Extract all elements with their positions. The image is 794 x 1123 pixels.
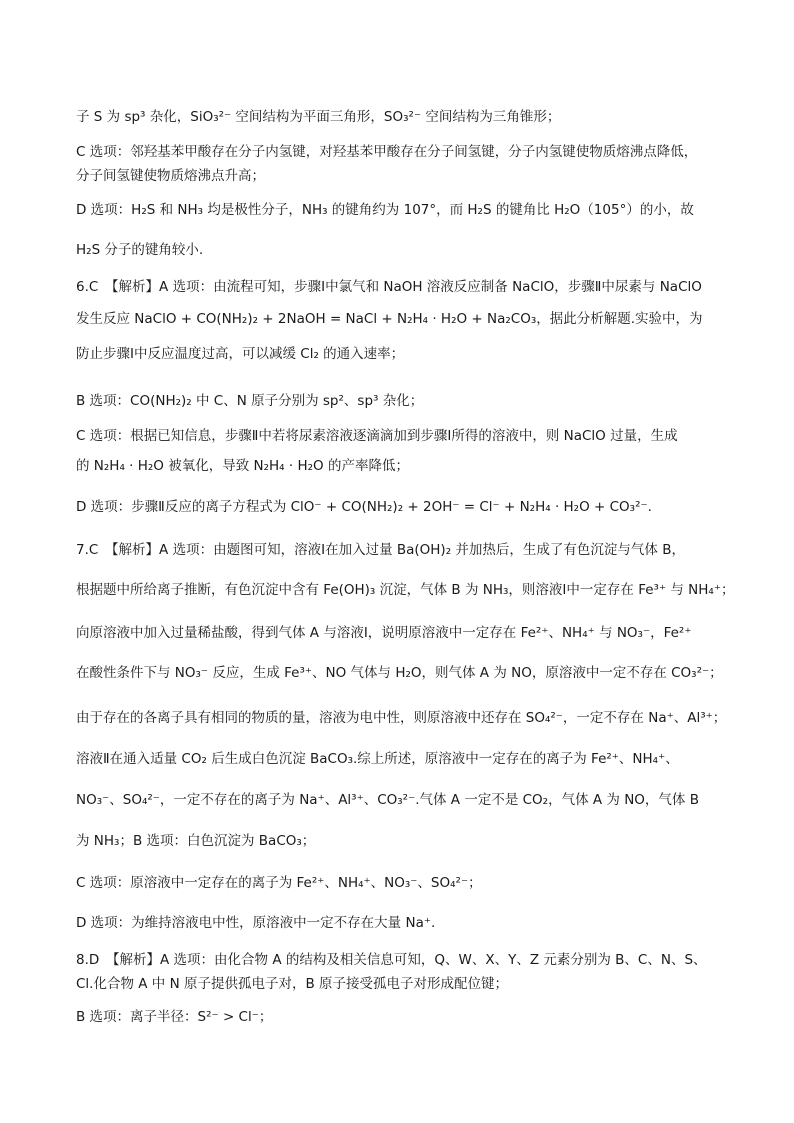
text-line: C 选项：邻羟基苯甲酸存在分子内氢键，对羟基苯甲酸存在分子间氢键，分子内氢键使物质熔沸点降低， [76,144,698,160]
text-line: 为 NH₃；B 选项：白色沉淀为 BaCO₃； [76,833,316,849]
text-line: D 选项：为维持溶液电中性，原溶液中一定不存在大量 Na⁺. [76,915,436,931]
text-line: 子 S 为 sp³ 杂化，SiO₃²⁻ 空间结构为平面三角形，SO₃²⁻ 空间结构为三角锥形； [76,109,561,125]
text-line: D 选项：H₂S 和 NH₃ 均是极性分子，NH₃ 的键角约为 107°，而 H₂S 的键角比 H₂O（105°）的小，故 [76,202,694,218]
text-line: 溶液Ⅱ在通入适量 CO₂ 后生成白色沉淀 BaCO₃.综上所述，原溶液中一定存在的离子为 Fe²⁺、NH₄⁺、 [76,751,679,767]
text-line: 7.C 【解析】A 选项：由题图可知，溶液Ⅰ在加入过量 Ba(OH)₂ 并加热后，生成了有色沉淀与气体 B， [76,542,685,558]
text-line: C 选项：根据已知信息，步骤Ⅱ中若将尿素溶液逐滴滴加到步骤Ⅰ所得的溶液中，则 NaClO 过量，生成 [76,428,678,444]
text-line: 的 N₂H₄ · H₂O 被氧化，导致 N₂H₄ · H₂O 的产率降低； [76,458,409,474]
text-line: 防止步骤Ⅰ中反应温度过高，可以减缓 Cl₂ 的通入速率； [76,346,405,362]
text-line: 由于存在的各离子具有相同的物质的量，溶液为电中性，则原溶液中还存在 SO₄²⁻，一定不存在 Na⁺、Al³⁺； [76,710,727,726]
text-line: NO₃⁻、SO₄²⁻，一定不存在的离子为 Na⁺、Al³⁺、CO₃²⁻.气体 A 一定不是 CO₂，气体 A 为 NO，气体 B [76,792,699,808]
text-line: 在酸性条件下与 NO₃⁻ 反应，生成 Fe³⁺、NO 气体与 H₂O，则气体 A 为 NO，原溶液中一定不存在 CO₃²⁻； [76,665,723,681]
text-line: D 选项：步骤Ⅱ反应的离子方程式为 ClO⁻ + CO(NH₂)₂ + 2OH⁻ = Cl⁻ + N₂H₄ · H₂O + CO₃²⁻. [76,499,652,515]
text-line: Cl.化合物 A 中 N 原子提供孤电子对，B 原子接受孤电子对形成配位键； [76,976,509,992]
text-line: C 选项：原溶液中一定存在的离子为 Fe²⁺、NH₄⁺、NO₃⁻、SO₄²⁻； [76,875,482,891]
text-line: 发生反应 NaClO + CO(NH₂)₂ + 2NaOH = NaCl + N₂H₄ · H₂O + Na₂CO₃，据此分析解题.实验中，为 [76,311,703,327]
text-line: 8.D 【解析】A 选项：由化合物 A 的结构及相关信息可知，Q、W、X、Y、Z 元素分别为 B、C、N、S、 [76,952,707,968]
text-line: 6.C 【解析】A 选项：由流程可知，步骤Ⅰ中氯气和 NaOH 溶液反应制备 NaClO，步骤Ⅱ中尿素与 NaClO [76,279,702,295]
text-line: B 选项：离子半径：S²⁻ > Cl⁻； [76,1009,273,1025]
text-line: 根据题中所给离子推断，有色沉淀中含有 Fe(OH)₃ 沉淀，气体 B 为 NH₃，则溶液Ⅰ中一定存在 Fe³⁺ 与 NH₄⁺； [76,582,735,598]
text-line: 分子间氢键使物质熔沸点升高； [76,168,265,184]
text-line: H₂S 分子的键角较小. [76,242,204,258]
text-line: 向原溶液中加入过量稀盐酸，得到气体 A 与溶液Ⅰ，说明原溶液中一定存在 Fe²⁺、NH₄⁺ 与 NO₃⁻，Fe²⁺ [76,625,692,641]
text-line: B 选项：CO(NH₂)₂ 中 C、N 原子分别为 sp²、sp³ 杂化； [76,393,424,409]
